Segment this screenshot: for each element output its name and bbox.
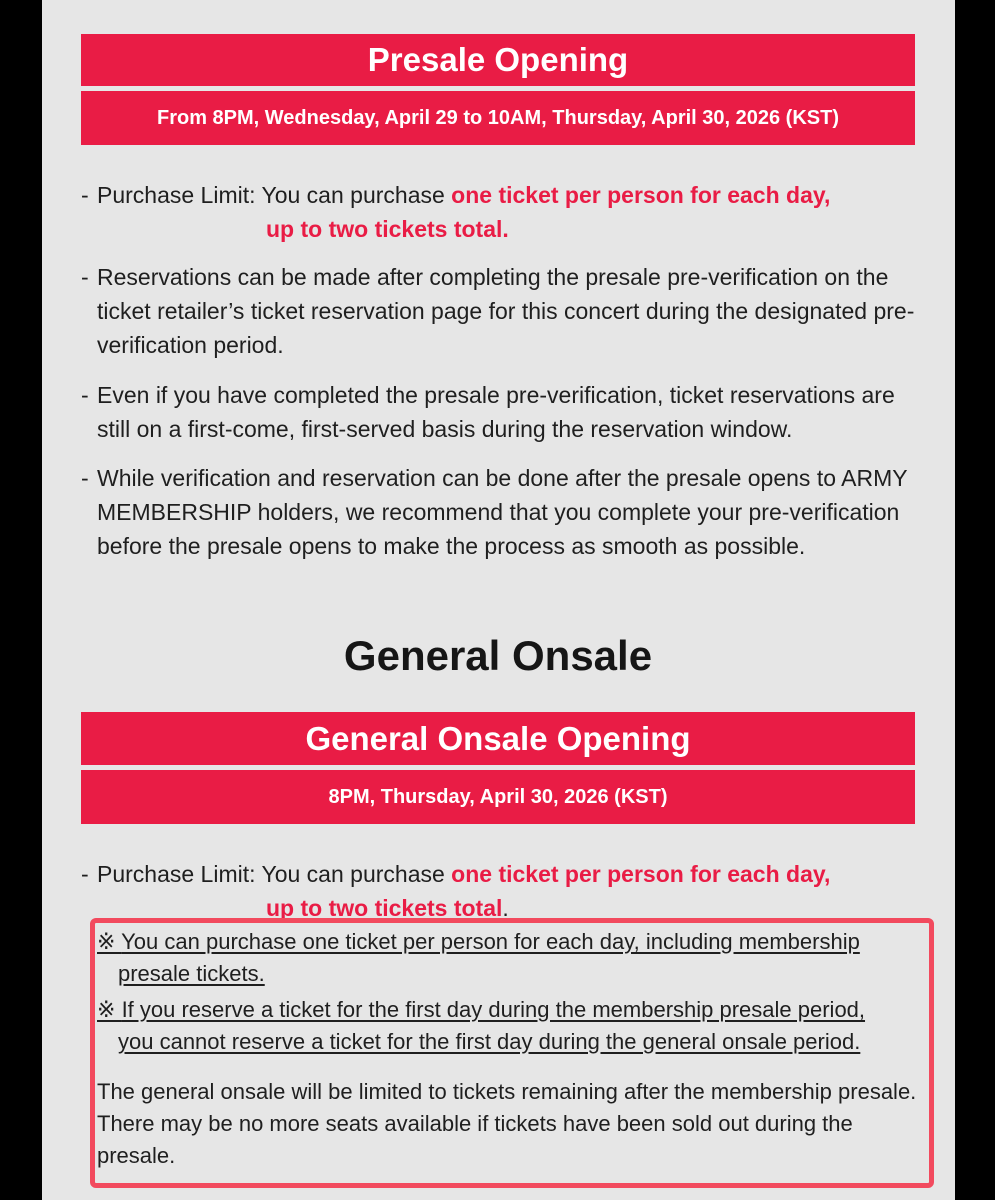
presale-bullet-purchase-limit xyxy=(81,178,915,246)
reference-mark: ※ xyxy=(97,929,116,954)
bullet-text: Even if you have completed the presale pre-verification, ticket reservations are still on a first-come, first-served basis during the reservation window. xyxy=(97,382,895,442)
note-first-day-line-2: you cannot reserve a ticket for the first day during the general onsale period. xyxy=(118,1029,861,1054)
note-first-day-line-1 xyxy=(97,994,927,1026)
bullet-dash: - xyxy=(81,465,89,491)
general-banner-title: General Onsale Opening xyxy=(81,712,915,765)
general-banner-date: 8PM, Thursday, April 30, 2026 (KST) xyxy=(81,770,915,824)
bullet-text: Reservations can be made after completing the presale pre-verification on the ticket retailer’s ticket reservation page for this concert during the designated pre-verification period. xyxy=(97,264,915,358)
note-membership-line-1 xyxy=(97,926,927,958)
bullet-dash: - xyxy=(81,861,89,887)
purchase-limit-highlight-total: up to two tickets total. xyxy=(266,216,509,242)
note-text: If you reserve a ticket for the first day during the membership presale period, xyxy=(121,997,866,1022)
purchase-limit-highlight: one ticket per person for each day, xyxy=(451,861,831,887)
bullet-dash: - xyxy=(81,382,89,408)
purchase-limit-suffix: . xyxy=(502,895,509,921)
reference-mark: ※ xyxy=(97,997,116,1022)
purchase-limit-highlight-total: up to two tickets total xyxy=(266,895,503,921)
purchase-limit-prefix: Purchase Limit: You can purchase xyxy=(97,861,452,887)
presale-banner-date: From 8PM, Wednesday, April 29 to 10AM, Thursday, April 30, 2026 (KST) xyxy=(81,91,915,145)
general-bullet-purchase-limit xyxy=(81,857,915,925)
bullet-dash: - xyxy=(81,182,89,208)
presale-bullet-recommendation xyxy=(81,461,915,563)
presale-bullet-first-come xyxy=(81,378,915,446)
purchase-limit-prefix: Purchase Limit: You can purchase xyxy=(97,182,452,208)
bullet-dash: - xyxy=(81,264,89,290)
note-text: You can purchase one ticket per person for each day, including membership xyxy=(121,929,860,954)
purchase-limit-highlight: one ticket per person for each day, xyxy=(451,182,831,208)
bullet-text: While verification and reservation can be done after the presale opens to ARMY MEMBERSHIP holders, we recommend that you complete your pre-verification before the presale opens to make the process as smooth as possible. xyxy=(97,465,908,559)
presale-banner-title: Presale Opening xyxy=(81,34,915,86)
presale-bullet-reservations xyxy=(81,260,915,362)
note-membership-line-2: presale tickets. xyxy=(118,961,265,986)
notice-page xyxy=(42,0,955,1200)
general-onsale-heading: General Onsale xyxy=(343,632,653,679)
note-remaining-tickets-paragraph: The general onsale will be limited to tickets remaining after the membership presale. There may be no more seats available if tickets have been sold out during the presale. xyxy=(97,1079,917,1168)
